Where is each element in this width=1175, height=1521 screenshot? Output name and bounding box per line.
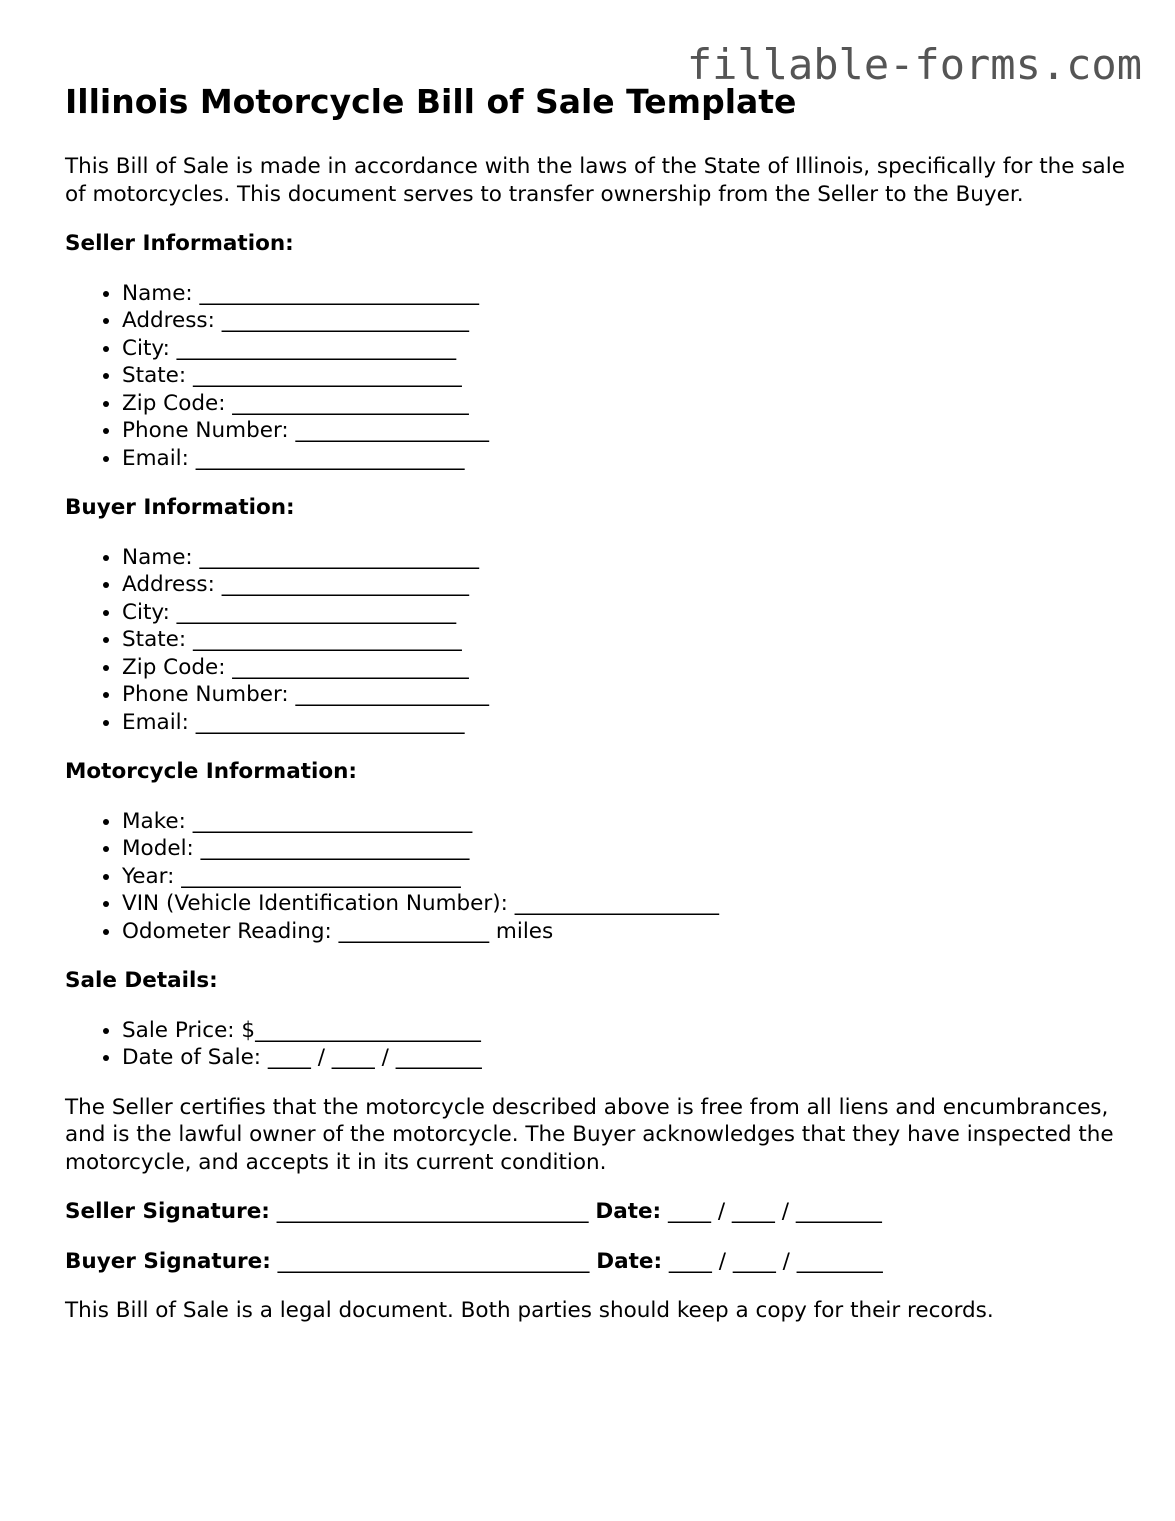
seller-name-field: • Name: __________________________ [122,280,1125,308]
document-title: Illinois Motorcycle Bill of Sale Template [65,82,797,121]
motorcycle-odometer-field: • Odometer Reading: ______________ miles [122,918,1125,946]
watermark: fillable-forms.com [686,40,1142,89]
buyer-city-field: • City: __________________________ [122,599,1125,627]
buyer-zip-field: • Zip Code: ______________________ [122,654,1125,682]
buyer-phone-field: • Phone Number: __________________ [122,681,1125,709]
buyer-date-line: ____ / ____ / ________ [668,1248,883,1274]
seller-signature-line: _____________________________ [276,1199,589,1224]
motorcycle-make-field: • Make: __________________________ [122,808,1125,836]
seller-signature-row [65,1198,1125,1226]
seller-phone-field: • Phone Number: __________________ [122,417,1125,445]
motorcycle-model-field: • Model: _________________________ [122,835,1125,863]
sale-date-field: • Date of Sale: ____ / ____ / ________ [122,1044,1125,1072]
buyer-signature-label: Buyer Signature: [65,1248,271,1274]
buyer-email-field: • Email: _________________________ [122,709,1125,737]
certification-paragraph: The Seller certifies that the motorcycle described above is free from all liens and encumbrances, and is the lawful owner of the motorcycle. The Buyer acknowledges that they have inspected the motorcycle, and accepts it in its current condition. [65,1094,1114,1175]
buyer-fields [65,544,1125,737]
seller-address-field: • Address: _______________________ [122,307,1125,335]
intro-paragraph: This Bill of Sale is made in accordance with the laws of the State of Illinois, specifically for the sale of motorcycles. This document serves to transfer ownership from the Seller to the Buyer. [65,154,1125,207]
seller-date-line: ____ / ____ / ________ [668,1199,882,1224]
buyer-date-label: Date: [596,1248,663,1274]
sale-fields [65,1017,1125,1072]
motorcycle-heading: Motorcycle Information: [65,759,358,784]
motorcycle-year-field: • Year: __________________________ [122,863,1125,891]
seller-signature-label: Seller Signature: [65,1199,270,1224]
sale-price-field: • Sale Price: $_____________________ [122,1017,1125,1045]
buyer-address-field: • Address: _______________________ [122,571,1125,599]
seller-city-field: • City: __________________________ [122,335,1125,363]
seller-email-field: • Email: _________________________ [122,445,1125,473]
seller-zip-field: • Zip Code: ______________________ [122,390,1125,418]
seller-heading: Seller Information: [65,231,294,256]
document-body [65,80,1125,1347]
sale-heading: Sale Details: [65,968,218,993]
footer-note: This Bill of Sale is a legal document. Both parties should keep a copy for their records. [65,1298,994,1323]
seller-state-field: • State: _________________________ [122,362,1125,390]
buyer-signature-row [65,1248,1125,1276]
seller-fields [65,280,1125,473]
buyer-signature-line: _____________________________ [277,1248,590,1274]
motorcycle-vin-field: • VIN (Vehicle Identification Number): ___________________ [122,890,1125,918]
buyer-name-field: • Name: __________________________ [122,544,1125,572]
motorcycle-fields [65,808,1125,946]
seller-date-label: Date: [595,1199,662,1224]
buyer-heading: Buyer Information: [65,495,295,520]
buyer-state-field: • State: _________________________ [122,626,1125,654]
